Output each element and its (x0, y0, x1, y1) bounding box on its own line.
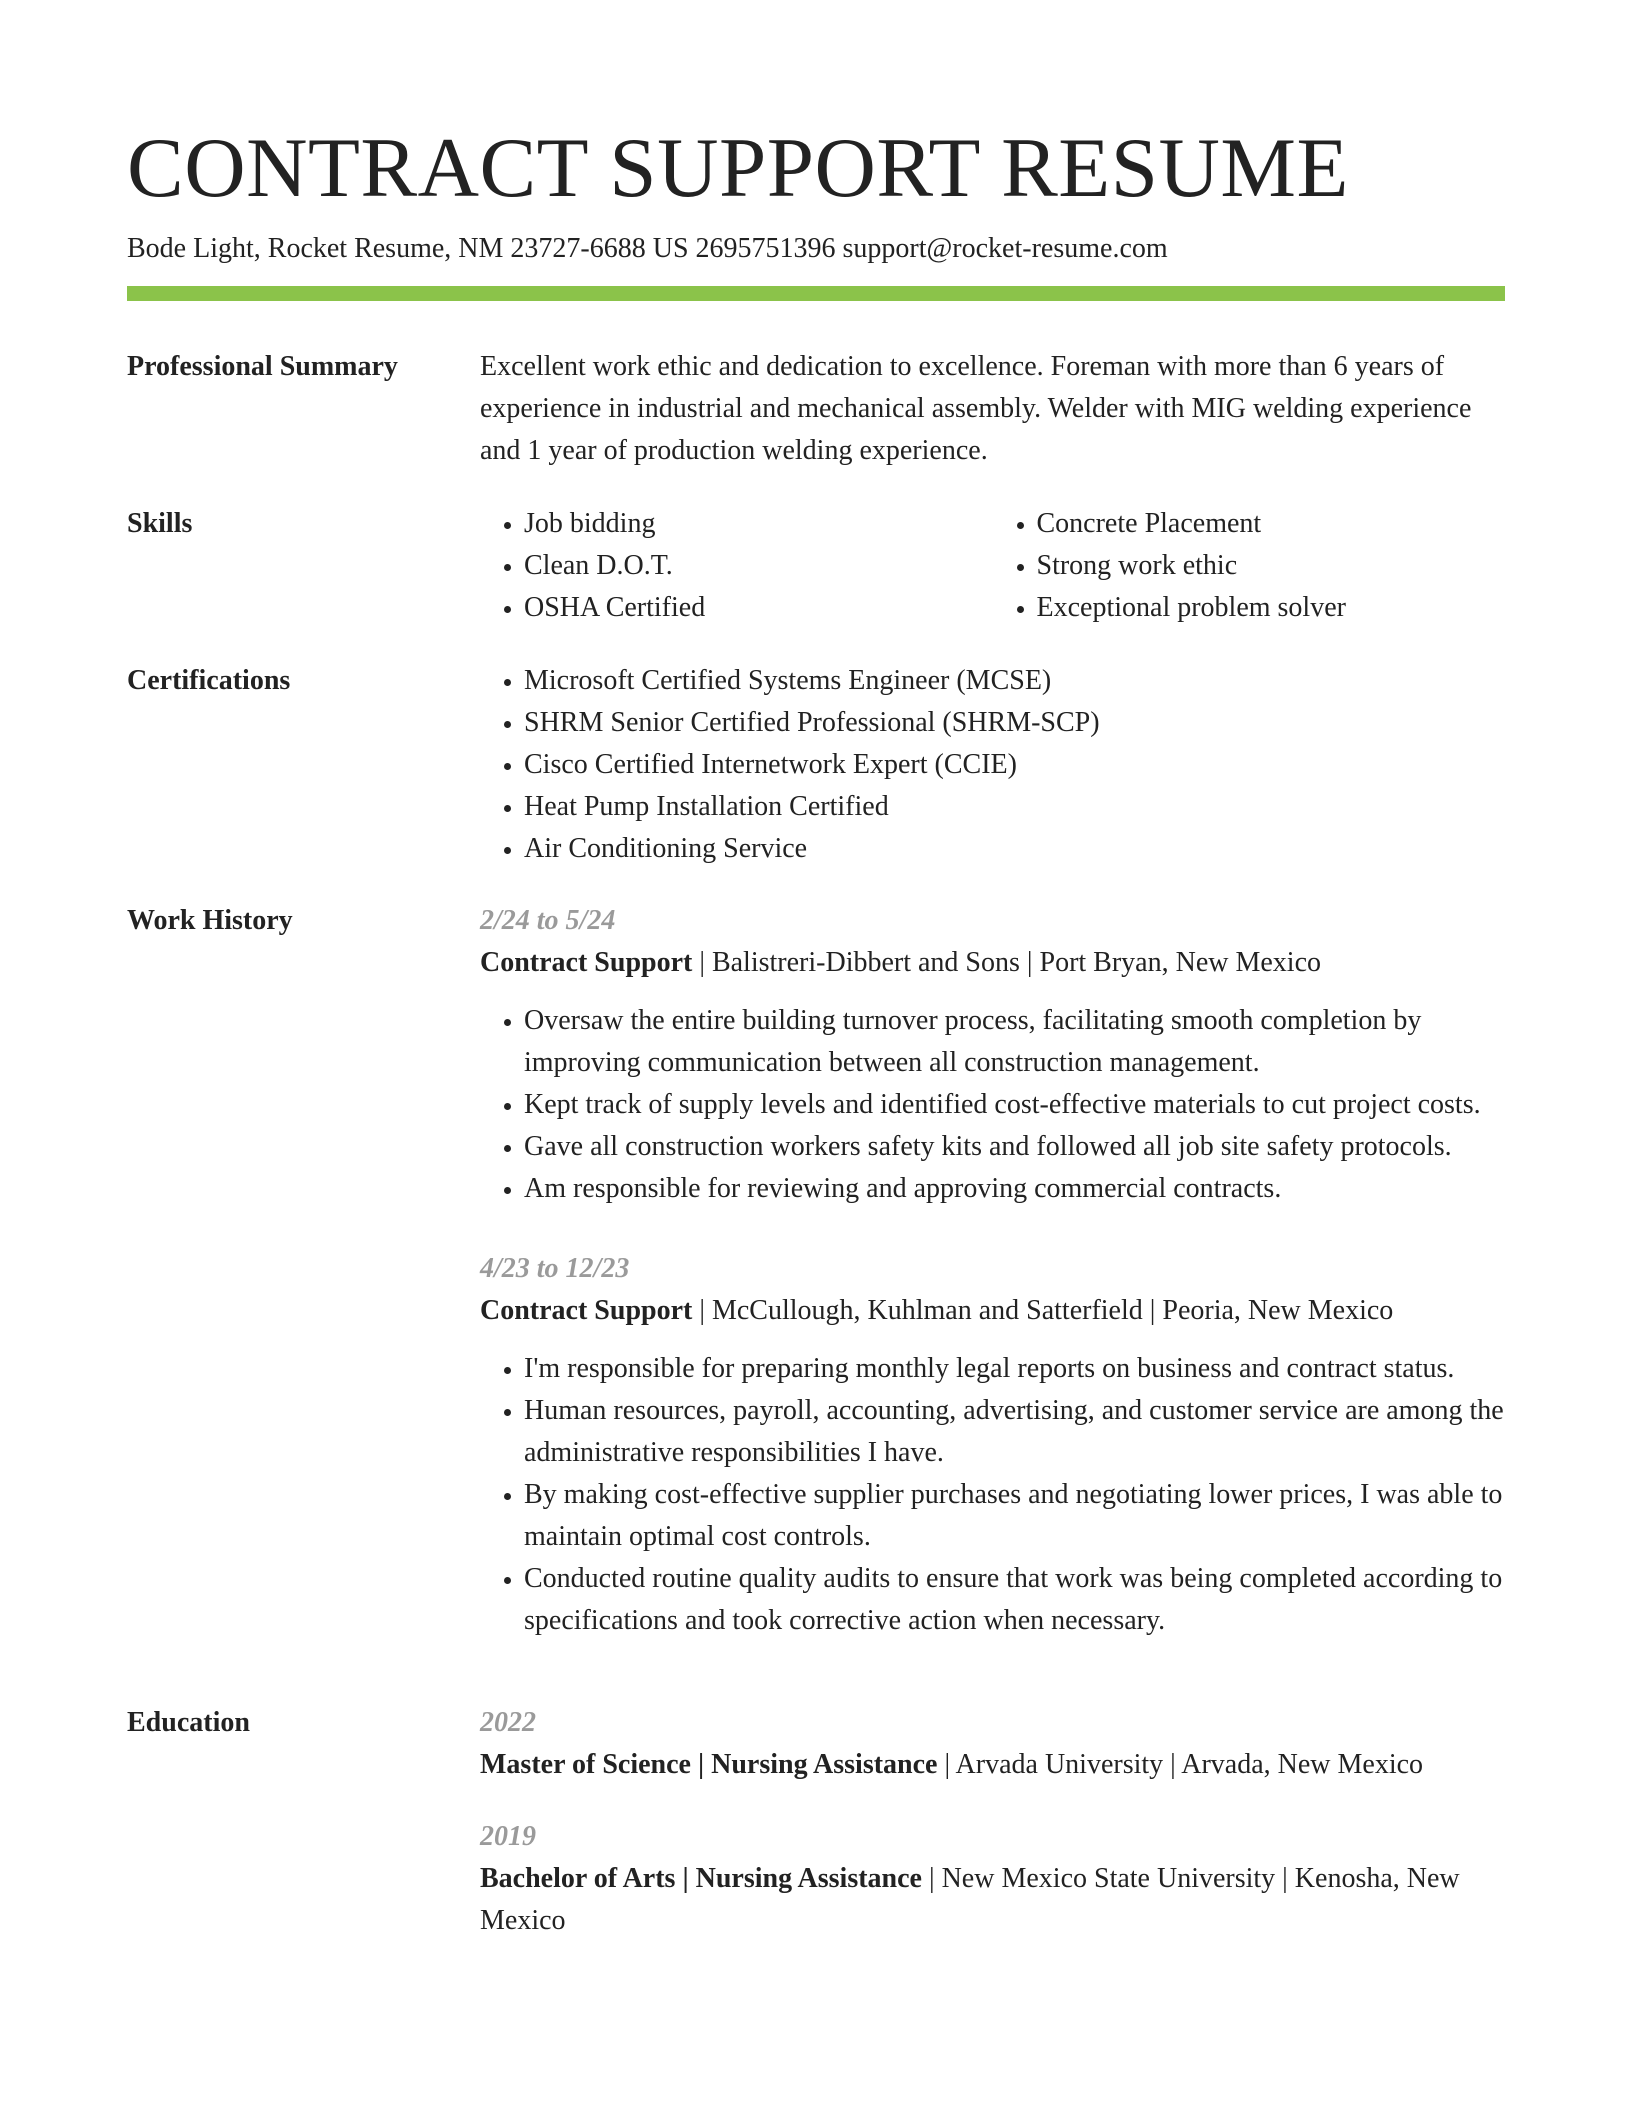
job-entry (480, 1248, 1505, 1642)
certification-item: • Heat Pump Installation Certified (524, 786, 1505, 828)
job-details: | Balistreri-Dibbert and Sons | Port Bryan, New Mexico (692, 947, 1322, 978)
certifications-content (480, 660, 1505, 870)
certification-item: • Microsoft Certified Systems Engineer (MCSE) (524, 660, 1505, 702)
job-dates: 4/23 to 12/23 (480, 1253, 630, 1284)
job-title: Contract Support (480, 1295, 693, 1326)
skill-item: • Concrete Placement (1037, 503, 1506, 545)
work-history-content (480, 900, 1505, 1642)
job-heading (480, 1290, 1505, 1332)
summary-text: Excellent work ethic and dedication to excellence. Foreman with more than 6 years of experience in industrial and mechanical assembly. Welder with MIG welding experience and 1 year of production welding experience. (480, 351, 1472, 466)
certification-item: • SHRM Senior Certified Professional (SHRM-SCP) (524, 702, 1505, 744)
job-entry (480, 900, 1505, 1210)
skill-item: • Clean D.O.T. (524, 545, 993, 587)
skills-label: Skills (127, 508, 193, 539)
skill-item: • Strong work ethic (1037, 545, 1506, 587)
education-details: | New Mexico State University | Kenosha, New Mexico (480, 1863, 1460, 1936)
resume-title: CONTRACT SUPPORT RESUME (127, 121, 1349, 215)
skills-list-left (480, 503, 993, 629)
job-bullet: • Conducted routine quality audits to ensure that work was being completed according to specifications and took corrective action when necessary. (524, 1558, 1505, 1642)
job-bullet: • By making cost-effective supplier purchases and negotiating lower prices, I was able to maintain optimal cost controls. (524, 1474, 1505, 1558)
education-degree: Bachelor of Arts | Nursing Assistance (480, 1863, 922, 1894)
education-heading (480, 1858, 1505, 1942)
education-details: | Arvada University | Arvada, New Mexico (937, 1749, 1424, 1780)
job-title: Contract Support (480, 947, 693, 978)
education-degree: Master of Science | Nursing Assistance (480, 1749, 938, 1780)
job-bullet: • Oversaw the entire building turnover process, facilitating smooth completion by improving communication between all construction management. (524, 1000, 1505, 1084)
accent-divider (127, 286, 1505, 301)
education-year: 2019 (480, 1821, 536, 1852)
certifications-label: Certifications (127, 665, 291, 696)
certifications-list (480, 660, 1505, 870)
education-entry (480, 1702, 1505, 1786)
certification-item: • Cisco Certified Internetwork Expert (CCIE) (524, 744, 1505, 786)
contact-line: Bode Light, Rocket Resume, NM 23727-6688 US 2695751396 support@rocket-resume.com (127, 233, 1168, 264)
certification-item: • Air Conditioning Service (524, 828, 1505, 870)
skill-item: • Exceptional problem solver (1037, 587, 1506, 629)
skill-item: • OSHA Certified (524, 587, 993, 629)
job-bullet: • Kept track of supply levels and identified cost-effective materials to cut project costs. (524, 1084, 1505, 1126)
job-details: | McCullough, Kuhlman and Satterfield | Peoria, New Mexico (692, 1295, 1394, 1326)
education-content (480, 1702, 1505, 1942)
skill-item: • Job bidding (524, 503, 993, 545)
job-heading (480, 942, 1505, 984)
job-bullet: • Human resources, payroll, accounting, advertising, and customer service are among the administrative responsibilities I have. (524, 1390, 1505, 1474)
job-bullet: • I'm responsible for preparing monthly legal reports on business and contract status. (524, 1348, 1505, 1390)
summary-content (480, 346, 1505, 472)
job-bullet: • Gave all construction workers safety kits and followed all job site safety protocols. (524, 1126, 1505, 1168)
job-bullets (480, 1348, 1505, 1642)
job-bullet: • Am responsible for reviewing and approving commercial contracts. (524, 1168, 1505, 1210)
education-heading (480, 1744, 1505, 1786)
job-dates: 2/24 to 5/24 (480, 905, 616, 936)
job-bullets (480, 1000, 1505, 1210)
education-entry (480, 1816, 1505, 1942)
summary-label: Professional Summary (127, 351, 398, 382)
education-year: 2022 (480, 1707, 536, 1738)
education-label: Education (127, 1707, 250, 1738)
work-history-label: Work History (127, 905, 293, 936)
skills-list-right (993, 503, 1506, 629)
skills-content (480, 503, 1505, 629)
